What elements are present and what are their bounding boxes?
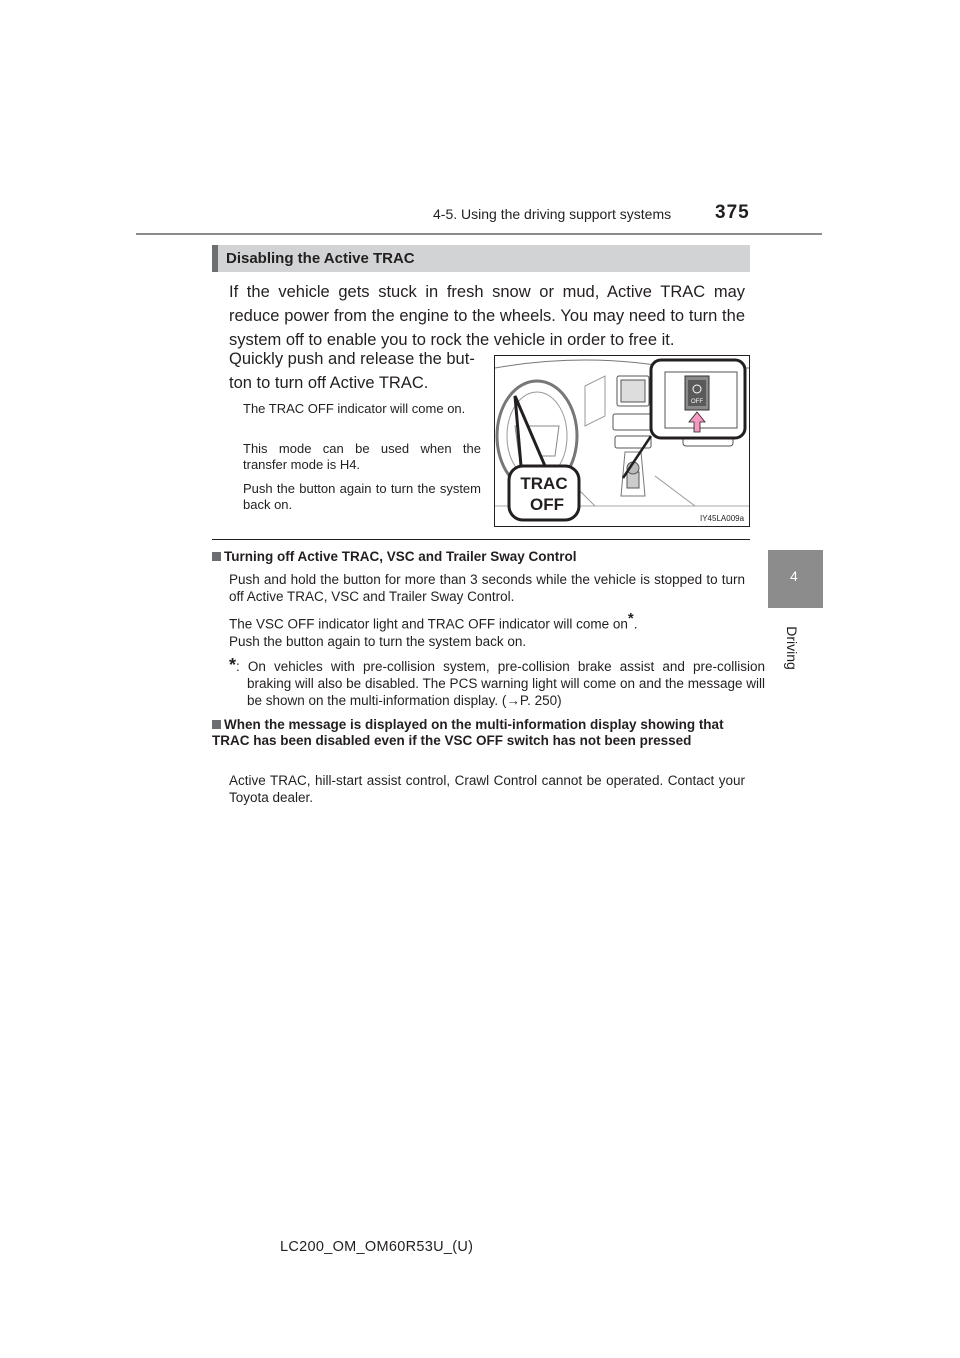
note-3: Push the button again to turn the system back on.: [243, 481, 481, 512]
subsection-2-para-1: Active TRAC, hill-start assist control, Crawl Control cannot be operated. Contact your Toyota dealer.: [229, 773, 745, 805]
note-2: This mode can be used when the transfer mode is H4.: [243, 441, 481, 472]
intro-paragraph: If the vehicle gets stuck in fresh snow or mud, Active TRAC may reduce power from the engine to the wheels. You may need to turn the system off to enable you to rock the vehicle in order to free it.: [229, 283, 745, 349]
subsection-heading-1: [212, 549, 752, 565]
dashboard-illustration: [494, 355, 750, 527]
subsection-heading-1-text: Turning off Active TRAC, VSC and Trailer Sway Control: [224, 549, 577, 564]
note-1: The TRAC OFF indicator will come on.: [243, 401, 466, 416]
footnote: [229, 657, 765, 709]
callout-line-2: OFF: [530, 495, 564, 514]
dashboard-drawing: [495, 356, 750, 527]
button-off-label: OFF: [691, 399, 703, 405]
instruction-line-1: Quickly push and release the but-: [229, 350, 475, 368]
section-heading-bar: [212, 245, 218, 272]
instruction-line-2: ton to turn off Active TRAC.: [229, 374, 429, 392]
subsection-bullet-icon: [212, 552, 221, 561]
illustration-code: IY45LA009a: [700, 514, 745, 523]
subsection-bullet-icon: [212, 720, 221, 729]
subsection-heading-2: [212, 717, 752, 749]
subsection-heading-2-text: When the message is displayed on the multi-information display showing that TRAC has been disabled even if the VSC OFF switch has not been pressed: [212, 717, 724, 748]
subsection-1-para-2-text: The VSC OFF indicator light and TRAC OFF indicator will come on: [229, 616, 628, 632]
callout-line-1: TRAC: [520, 474, 568, 493]
asterisk-mark: *: [627, 610, 634, 627]
footnote-marker: *: [229, 655, 237, 675]
chapter-number: 4: [790, 568, 798, 584]
subsection-1-para-1: Push and hold the button for more than 3 seconds while the vehicle is stopped to turn off Active TRAC, VSC and Trailer Sway Control.: [229, 572, 745, 604]
section-heading: [212, 245, 750, 272]
page-number: 375: [715, 202, 750, 223]
instruction-paragraph: [229, 347, 479, 395]
header-divider: [136, 233, 822, 235]
chapter-name: Driving: [784, 626, 800, 670]
section-divider: [212, 539, 750, 540]
subsection-1-para-3: Push the button again to turn the system back on.: [229, 634, 527, 649]
section-title: Disabling the Active TRAC: [226, 250, 415, 267]
subsection-1-para-2: The VSC OFF indicator light and TRAC OFF indicator will come on*.: [229, 610, 638, 632]
running-header: 4-5. Using the driving support systems: [433, 206, 672, 222]
footnote-text: : On vehicles with pre-collision system, pre-collision brake assist and pre-collision braking will also be disabled. The PCS warning light will come on and the message will be shown on the multi-information display. (: [236, 659, 765, 708]
document-code: LC200_OM_OM60R53U_(U): [280, 1239, 474, 1255]
arrow-right-icon: →: [506, 693, 520, 708]
footnote-page-ref: P. 250): [519, 693, 562, 708]
